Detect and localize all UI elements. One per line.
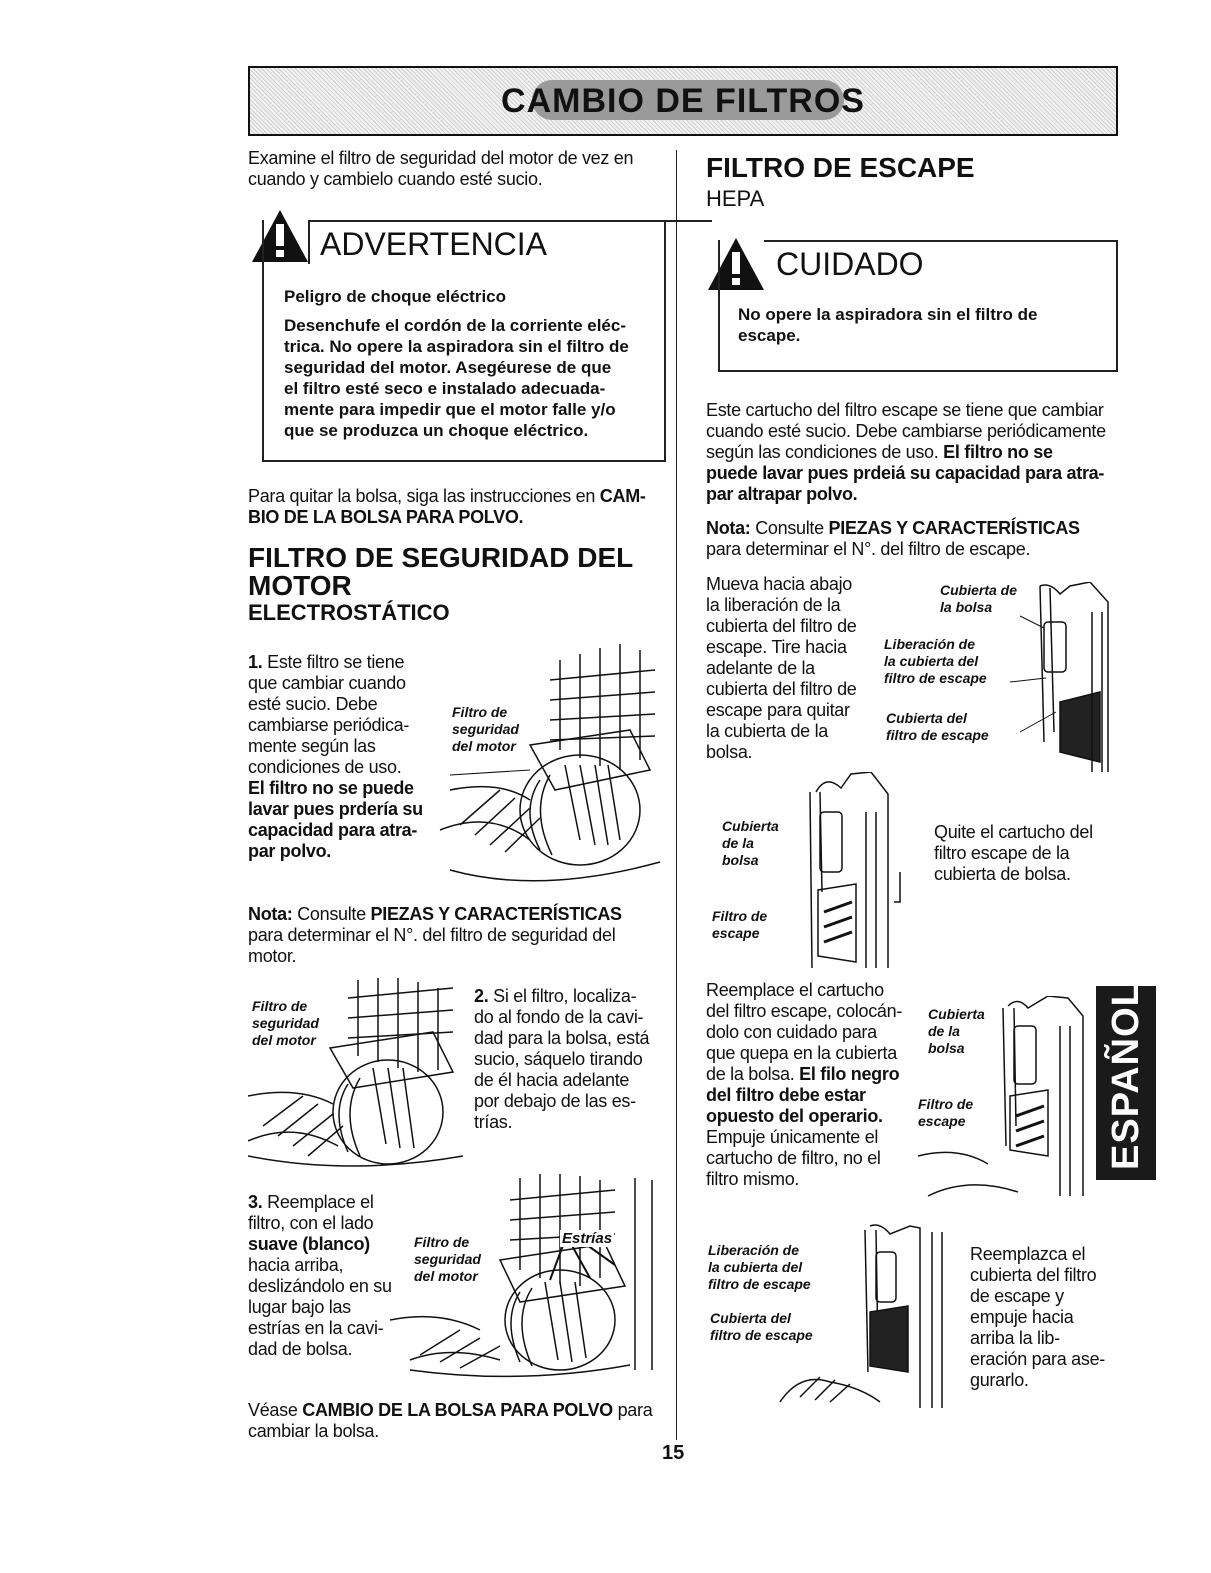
page-number: 15 xyxy=(662,1442,685,1464)
caution-text: No opere la aspiradora sin el filtro de escape. xyxy=(738,305,1038,345)
label-motor-filter-2: Filtro de seguridad del motor xyxy=(252,998,319,1048)
illustration-exhaust-a xyxy=(1010,582,1120,782)
see-bag-change: Véase CAMBIO DE LA BOLSA PARA POLVO para cambiar la bolsa. xyxy=(248,1400,653,1441)
label-bag-cover-c: Cubierta de la bolsa xyxy=(928,1006,985,1056)
section-heading-motor-filter: FILTRO DE SEGURIDAD DEL MOTOR xyxy=(248,542,634,601)
section-banner xyxy=(248,66,1118,136)
caution-heading: CUIDADO xyxy=(776,246,924,282)
step-replace-cover-text: Reemplazca el cubierta del filtro de escape y empuje hacia arriba la lib- eración para ase- gurarlo. xyxy=(970,1244,1105,1390)
label-cover-release-a: Liberación de la cubierta del filtro de escape xyxy=(884,636,987,686)
label-motor-filter-1: Filtro de seguridad del motor xyxy=(452,704,519,754)
column-divider xyxy=(676,150,677,1440)
label-estrias: Estrías xyxy=(562,1230,613,1247)
warning-text: Peligro de choque eléctrico Desenchufe el cordón de la corriente eléc- trica. No opere la aspiradora sin el filtro de seguridad del motor. Asegéurese de que el filtro esté seco e instalado adecuada- mente para impedir que el motor falle y/o que se produzca un choque eléctrico. xyxy=(284,287,629,440)
note-motor-filter: Nota: Consulte PIEZAS Y CARACTERÍSTICAS para determinar el N°. del filtro de seguridad del motor. xyxy=(248,904,622,966)
section-heading-exhaust-filter: FILTRO DE ESCAPE xyxy=(706,152,975,183)
page-title: CAMBIO DE FILTROS xyxy=(501,82,865,120)
bag-removal-note: Para quitar la bolsa, siga las instrucciones en CAM- BIO DE LA BOLSA PARA POLVO. xyxy=(248,486,646,527)
section-subheading: ELECTROSTÁTICO xyxy=(248,600,450,625)
label-filter-cover-a: Cubierta del filtro de escape xyxy=(886,710,989,743)
exhaust-filter-paragraph: Este cartucho del filtro escape se tiene que cambiar cuando esté sucio. Debe cambiarse periódicamente según las condiciones de uso. El filtro no se puede lavar pues prdeiá su capacidad para atra- par altrapar polvo. xyxy=(706,400,1106,504)
step-remove-cartridge-text: Quite el cartucho del filtro escape de la cubierta de bolsa. xyxy=(934,822,1093,884)
label-cover-release-d: Liberación de la cubierta del filtro de escape xyxy=(708,1242,811,1292)
language-tab xyxy=(1096,982,1156,1180)
label-filter-cover-d: Cubierta del filtro de escape xyxy=(710,1310,813,1343)
step-replace-cartridge-text: Reemplace el cartucho del filtro escape, colocán- dolo con cuidado para que quepa en la cubierta de la bolsa. El filo negro del filtro debe estar opuesto del operario. Empuje únicamente el cartucho de filtro, no el filtro mismo. xyxy=(706,980,903,1189)
illustration-exhaust-c xyxy=(918,996,1098,1200)
warning-heading: ADVERTENCIA xyxy=(320,226,548,262)
grid-lines xyxy=(550,644,655,770)
illustration-exhaust-d xyxy=(760,1222,960,1412)
intro-text: Examine el filtro de seguridad del motor de vez en cuando y cambielo cuando esté sucio. xyxy=(248,148,634,189)
label-exhaust-filter-b: Filtro de escape xyxy=(712,908,768,941)
illustration-exhaust-b xyxy=(796,772,916,972)
label-bag-cover-b: Cubierta de la bolsa xyxy=(722,818,779,868)
label-exhaust-filter-c: Filtro de escape xyxy=(918,1096,974,1129)
illustration-motor-filter-1 xyxy=(430,640,670,890)
step-2-text: 2. Si el filtro, localiza- do al fondo de la cavi- dad para la bolsa, está sucio, sáquelo tirando de él hacia adelante por debajo de las es- trías. xyxy=(474,986,650,1132)
language-tab-label: ESPAÑOL xyxy=(1105,982,1147,1170)
label-motor-filter-3: Filtro de seguridad del motor xyxy=(414,1234,481,1284)
step-remove-cover-text: Mueva hacia abajo la liberación de la cubierta del filtro de escape. Tire hacia adelante de la cubierta del filtro de escape para quitar la cubierta de la bolsa. xyxy=(706,574,857,762)
note-exhaust-filter: Nota: Consulte PIEZAS Y CARACTERÍSTICAS para determinar el N°. del filtro de escape. xyxy=(706,518,1080,559)
step-3-text: 3. Reemplace el filtro, con el lado suave (blanco) hacia arriba, deslizándolo en su lugar bajo las estrías en la cavi- dad de bolsa. xyxy=(248,1192,392,1359)
section-subheading-hepa: HEPA xyxy=(706,186,765,211)
label-bag-cover-a: Cubierta de la bolsa xyxy=(940,582,1018,615)
step-1-text: 1. Este filtro se tiene que cambiar cuando esté sucio. Debe cambiarse periódica- mente según las condiciones de uso. El filtro no se puede lavar pues prdería su capacidad para atra- par polvo. xyxy=(248,652,423,861)
